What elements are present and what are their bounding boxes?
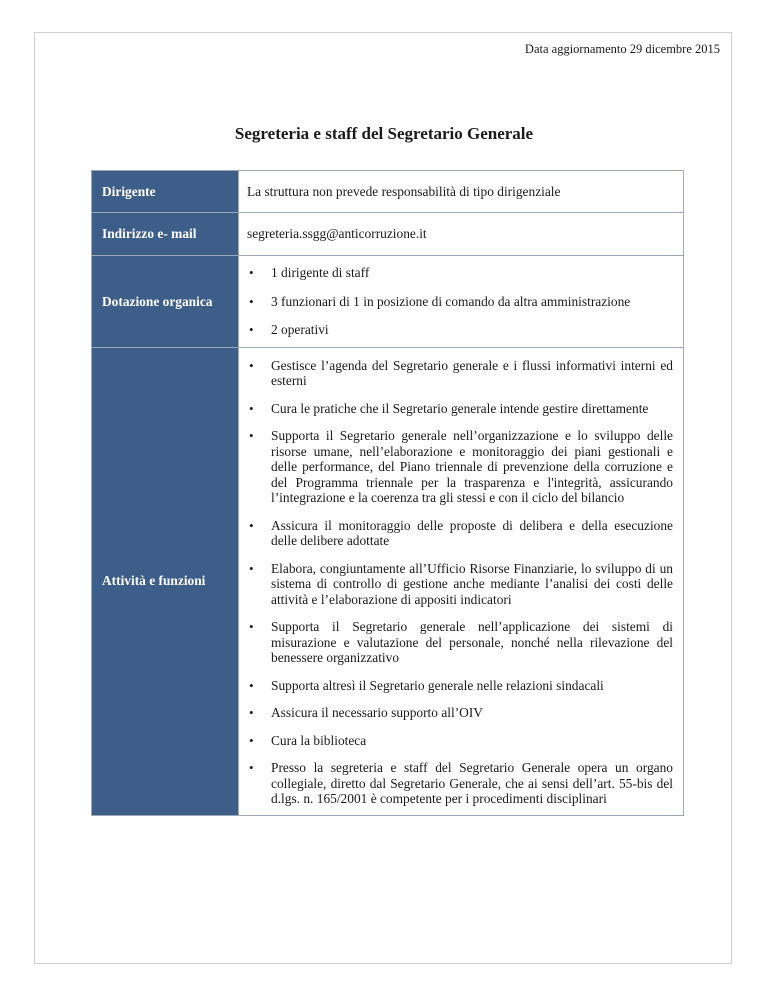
list-item: • 2 operativi (247, 322, 673, 338)
info-table (91, 170, 684, 816)
list-item: • Cura la biblioteca (247, 733, 673, 749)
list-item: • Supporta il Segretario generale nell’organizzazione e lo sviluppo delle risorse umane, nell’elaborazione e monitoraggio dei piani gestionali e delle performance, del Piano triennale di prevenzione della corruzione e del Programma triennale per la trasparenza e l'integrità, assicurando l’integrazione e la coerenza tra gli stessi e con il ciclo del bilancio (247, 428, 673, 506)
list-item: • Supporta altresì il Segretario generale nelle relazioni sindacali (247, 678, 673, 694)
email-label: Indirizzo e- mail (92, 213, 239, 256)
list-item: • Gestisce l’agenda del Segretario generale e i flussi informativi interni ed esterni (247, 358, 673, 389)
dotazione-list (247, 265, 673, 338)
list-item: • Cura le pratiche che il Segretario generale intende gestire direttamente (247, 401, 673, 417)
dotazione-value (239, 256, 684, 348)
document-title: Segreteria e staff del Segretario Generale (234, 124, 534, 143)
table-row-email (92, 213, 684, 256)
list-item: • Supporta il Segretario generale nell’applicazione dei sistemi di misurazione e valutazione del personale, nonché nella rilevazione del benessere organizzativo (247, 619, 673, 666)
table-row-dirigente (92, 171, 684, 213)
dirigente-label: Dirigente (92, 171, 239, 213)
email-value: segreteria.ssgg@anticorruzione.it (239, 213, 684, 256)
list-item: • Presso la segreteria e staff del Segretario Generale opera un organo collegiale, diretto dal Segretario Generale, che ai sensi dell’art. 55-bis del d.lgs. n. 165/2001 è competente per i procedimenti disciplinari (247, 760, 673, 807)
list-item: • Assicura il necessario supporto all’OIV (247, 705, 673, 721)
dirigente-value: La struttura non prevede responsabilità di tipo dirigenziale (239, 171, 684, 213)
attivita-label: Attività e funzioni (92, 347, 239, 815)
attivita-value (239, 347, 684, 815)
list-item: • Elabora, congiuntamente all’Ufficio Risorse Finanziarie, lo sviluppo di un sistema di controllo di gestione anche mediante l’analisi dei costi delle attività e l’elaborazione di appositi indicatori (247, 561, 673, 608)
list-item: • Assicura il monitoraggio delle proposte di delibera e della esecuzione delle delibere adottate (247, 518, 673, 549)
list-item: • 1 dirigente di staff (247, 265, 673, 281)
list-item: • 3 funzionari di 1 in posizione di comando da altra amministrazione (247, 294, 673, 310)
attivita-list (247, 358, 673, 807)
table-row-dotazione (92, 256, 684, 348)
update-date: Data aggiornamento 29 dicembre 2015 (524, 42, 720, 56)
dotazione-label: Dotazione organica (92, 256, 239, 348)
table-row-attivita (92, 347, 684, 815)
